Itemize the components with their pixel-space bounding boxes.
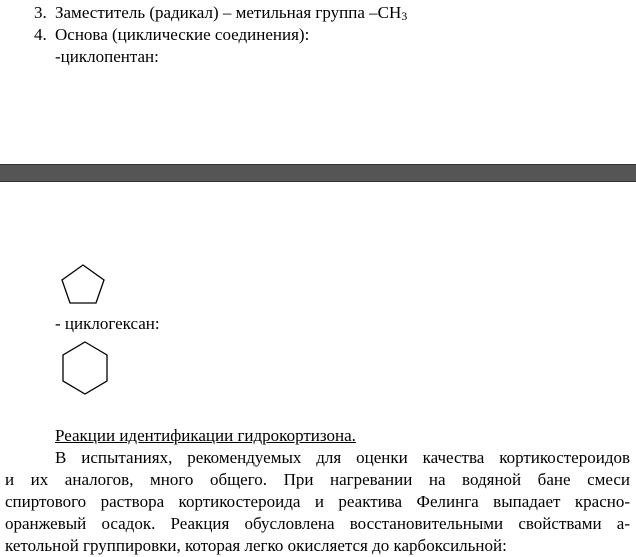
- list-item-number: 3.: [34, 3, 47, 22]
- subscript: 3: [401, 9, 408, 23]
- list-item-number: 4.: [34, 25, 47, 44]
- paragraph-line: оранжевый осадок. Реакция обусловлена восстановительными свойствами а-: [5, 514, 630, 533]
- list-item-text: Основа (циклические соединения):: [55, 25, 310, 44]
- list-item-4: [0, 24, 636, 46]
- paragraph-line: В испытаниях, рекомендуемых для оценки качества кортикостероидов: [55, 448, 630, 467]
- body-paragraph: [5, 447, 630, 557]
- cyclopentane-structure-icon: [58, 262, 108, 306]
- paragraph-line: спиртового раствора кортикостероида и реактива Фелинга выпадает красно-: [5, 492, 630, 511]
- list-item-text: Заместитель (радикал) – метильная группа $-СН_3$: [55, 3, 408, 23]
- paragraph-line: кетольной группировки, которая легко окисляется до карбоксильной:: [5, 536, 507, 555]
- page-break: [0, 164, 636, 182]
- paragraph-line: и их аналогов, много общего. При нагревании на водяной бане смеси: [5, 470, 630, 489]
- cyclohexane-structure-icon: [58, 339, 112, 399]
- cyclopentane-label: -циклопентан:: [55, 47, 159, 66]
- list-item-3: [0, 2, 636, 24]
- cyclohexane-label: - циклогексан:: [55, 314, 160, 333]
- section-heading: Реакции идентификации гидрокортизона.: [55, 426, 356, 445]
